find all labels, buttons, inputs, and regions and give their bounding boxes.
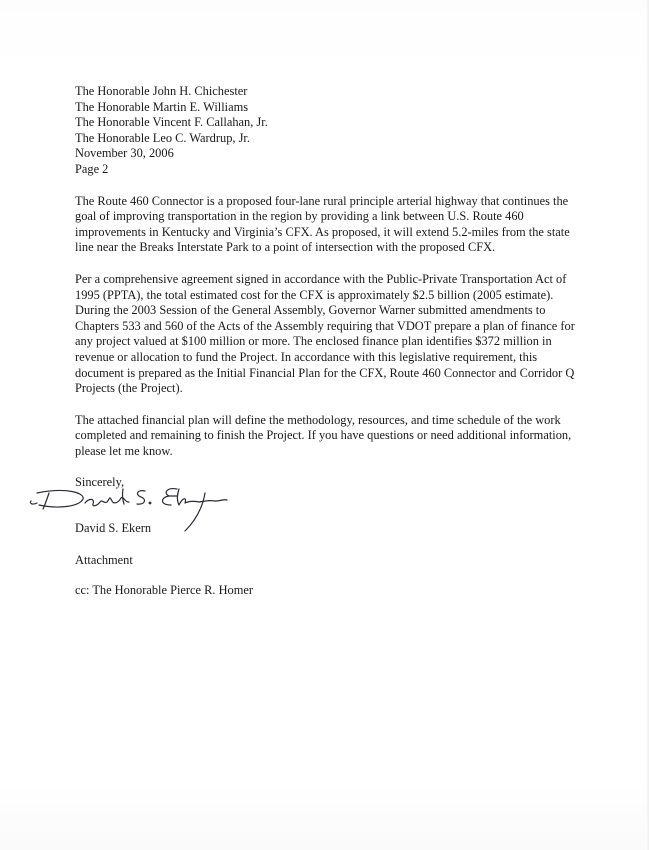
body-paragraph-finance-plan: Per a comprehensive agreement signed in accordance with the Public-Private Transportation Act of 1995 (PPTA), the total estimated cost for the CFX is approximately $2.5 billion (2005 estimate). During the 2003 Session of the General Assembly, Governor Warner submitted amendments to Chapters 533 and 560 of the Acts of the Assembly requiring that VDOT prepare a plan of finance for any project valued at $100 million or more. The enclosed finance plan identifies $372 million in revenue or allocation to fund the Project. In accordance with this legislative requirement, this document is prepared as the Initial Financial Plan for the CFX, Route 460 Connector and Corridor Q Projects (the Project). <box>75 271 575 396</box>
body-paragraph-closing-remarks: The attached financial plan will define the methodology, resources, and time schedule of the work completed and remaining to finish the Project. If you have questions or need additional information, please let me know. <box>75 412 572 458</box>
attachment-note: Attachment <box>75 552 133 567</box>
handwritten-signature <box>75 495 580 521</box>
page-number: Page 2 <box>75 161 109 176</box>
recipient-line-4: The Honorable Leo C. Wardrup, Jr. <box>75 130 250 145</box>
signature-icon <box>27 483 287 535</box>
cc-line: cc: The Honorable Pierce R. Homer <box>75 583 253 598</box>
closing-salutation: Sincerely, <box>75 475 125 490</box>
signer-name: David S. Ekern <box>75 521 152 536</box>
letter-content <box>75 84 580 599</box>
body-paragraph-route-460: The Route 460 Connector is a proposed four-lane rural principle arterial highway that continues the goal of improving transportation in the region by providing a link between U.S. Route 460 improvements in Kentucky and Virginia’s CFX. As proposed, it will extend 5.2-miles from the state line near the Breaks Interstate Park to a point of intersection with the proposed CFX. <box>75 193 570 255</box>
recipient-line-3: The Honorable Vincent F. Callahan, Jr. <box>75 115 268 130</box>
recipient-line-1: The Honorable John H. Chichester <box>75 84 248 98</box>
recipient-line-2: The Honorable Martin E. Williams <box>75 99 249 114</box>
letter-date: November 30, 2006 <box>75 146 174 161</box>
address-block <box>75 84 580 178</box>
